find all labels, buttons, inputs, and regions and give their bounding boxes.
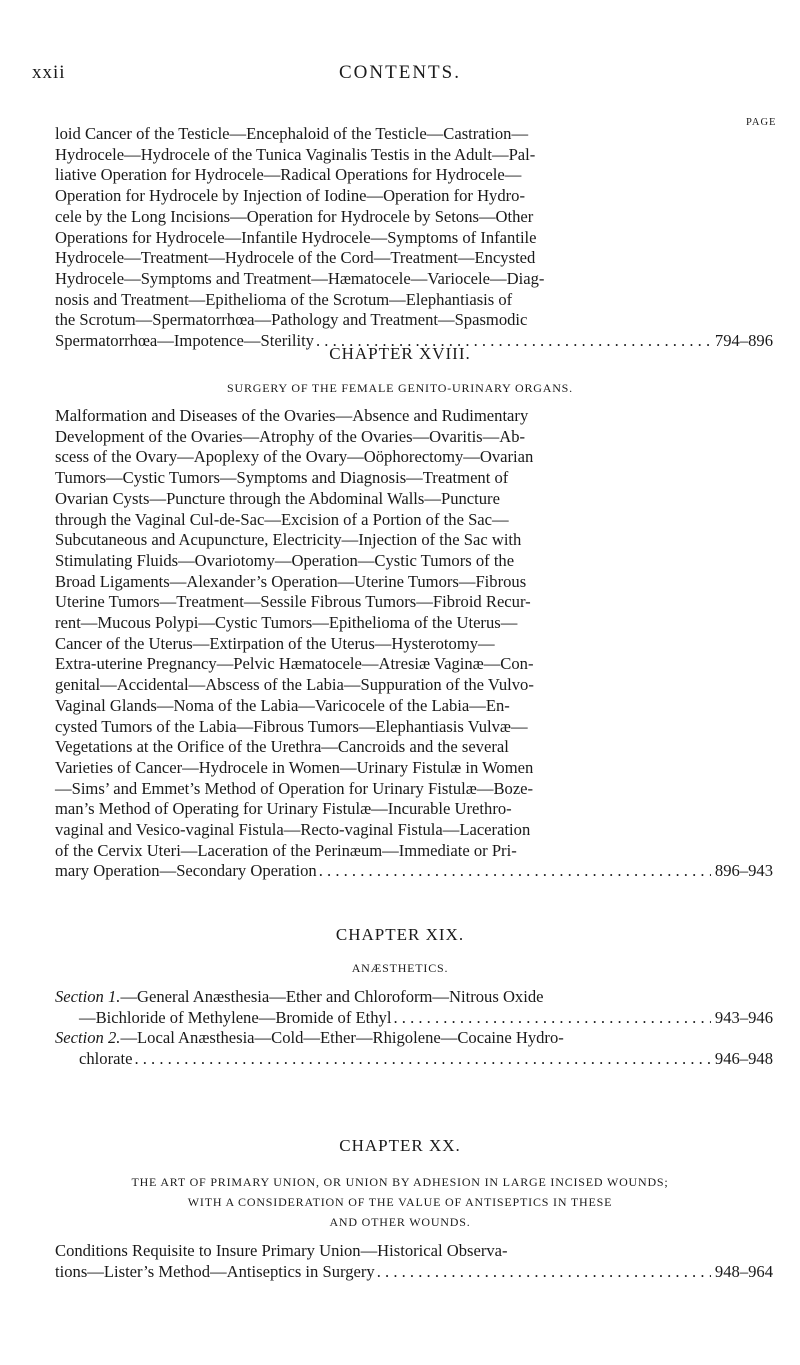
contents-line: liative Operation for Hydrocele—Radical Operations for Hydrocele—: [55, 165, 522, 185]
page-column-label: PAGE: [746, 117, 777, 128]
contents-line: Hydrocele—Treatment—Hydrocele of the Cord—Treatment—Encysted: [55, 248, 536, 268]
chapter-heading: CHAPTER XIX.: [335, 925, 465, 944]
chapter-20-contents: [55, 1241, 773, 1282]
running-title: CONTENTS.: [339, 62, 461, 83]
contents-line: loid Cancer of the Testicle—Encephaloid of the Testicle—Castration—: [55, 124, 529, 143]
chapter-subtitle: ANÆSTHETICS.: [351, 961, 449, 975]
contents-line: vaginal and Vesico-vaginal Fistula—Recto-vaginal Fistula—Laceration: [55, 820, 531, 840]
chapter-17-contents: [55, 124, 773, 352]
subtitle-line: WITH A CONSIDERATION OF THE VALUE OF ANTISEPTICS IN THESE: [187, 1195, 613, 1209]
contents-line-with-pages: [55, 1008, 773, 1029]
section-label: Section 1.: [55, 987, 121, 1006]
dot-leader: [319, 861, 711, 882]
contents-line: Vaginal Glands—Noma of the Labia—Varicocele of the Labia—En-: [55, 695, 510, 715]
section-text: —General Anæsthesia—Ether and Chloroform—Nitrous Oxide: [120, 987, 544, 1006]
contents-line-with-pages: [55, 1262, 773, 1283]
subtitle-line: AND OTHER WOUNDS.: [329, 1215, 471, 1229]
contents-line: cysted Tumors of the Labia—Fibrous Tumors—Elephantiasis Vulvæ—: [55, 716, 528, 736]
chapter-heading: CHAPTER XVIII.: [329, 344, 471, 363]
contents-line: [55, 1028, 773, 1049]
contents-line: scess of the Ovary—Apoplexy of the Ovary—Oöphorectomy—Ovarian: [55, 447, 534, 467]
contents-line: genital—Accidental—Abscess of the Labia—Suppuration of the Vulvo-: [55, 675, 534, 695]
contents-line: Spermatorrhœa—Impotence—Sterility: [55, 331, 314, 351]
contents-line: man’s Method of Operating for Urinary Fistulæ—Incurable Urethro-: [55, 799, 512, 819]
contents-line: chlorate: [79, 1049, 133, 1069]
page-range: 943–946: [714, 1007, 773, 1027]
chapter-subtitle: SURGERY OF THE FEMALE GENITO-URINARY ORGANS.: [227, 381, 573, 395]
section-text: —Local Anæsthesia—Cold—Ether—Rhigolene—Cocaine Hydro-: [120, 1028, 564, 1048]
contents-line: Extra-uterine Pregnancy—Pelvic Hæmatocele—Atresiæ Vaginæ—Con-: [55, 654, 534, 674]
contents-line: Operations for Hydrocele—Infantile Hydrocele—Symptoms of Infantile: [55, 227, 537, 247]
dot-leader: [134, 1049, 710, 1070]
contents-line: [55, 987, 773, 1008]
chapter-heading: CHAPTER XX.: [339, 1136, 461, 1155]
contents-line: Operation for Hydrocele by Injection of Iodine—Operation for Hydro-: [55, 186, 525, 206]
contents-line: Vegetations at the Orifice of the Urethra—Cancroids and the several: [55, 737, 509, 757]
dot-leader: [377, 1262, 711, 1283]
contents-line: Varieties of Cancer—Hydrocele in Women—Urinary Fistulæ in Women: [55, 757, 534, 777]
contents-line: Malformation and Diseases of the Ovaries—Absence and Rudimentary: [55, 406, 529, 425]
subtitle-line: THE ART OF PRIMARY UNION, OR UNION BY ADHESION IN LARGE INCISED WOUNDS;: [131, 1175, 669, 1189]
contents-line: Cancer of the Uterus—Extirpation of the Uterus—Hysterotomy—: [55, 633, 495, 653]
contents-line: Tumors—Cystic Tumors—Symptoms and Diagnosis—Treatment of: [55, 468, 509, 488]
contents-line: Hydrocele—Symptoms and Treatment—Hæmatocele—Variocele—Diag-: [55, 268, 545, 288]
contents-line: —Bichloride of Methylene—Bromide of Ethyl: [79, 1007, 392, 1027]
section-label: Section 2.: [55, 1028, 121, 1048]
contents-line: —Sims’ and Emmet’s Method of Operation for Urinary Fistulæ—Boze-: [55, 778, 534, 798]
page-range: 946–948: [714, 1049, 773, 1069]
contents-line: Uterine Tumors—Treatment—Sessile Fibrous Tumors—Fibroid Recur-: [55, 592, 531, 612]
contents-line: Hydrocele—Hydrocele of the Tunica Vaginalis Testis in the Adult—Pal-: [55, 144, 536, 164]
page-range: 794–896: [714, 331, 773, 351]
chapter-18-contents: [55, 406, 773, 882]
contents-line: tions—Lister’s Method—Antiseptics in Surgery: [55, 1261, 375, 1281]
contents-line: Subcutaneous and Acupuncture, Electricity—Injection of the Sac with: [55, 530, 522, 550]
contents-line: nosis and Treatment—Epithelioma of the Scrotum—Elephantiasis of: [55, 289, 513, 309]
contents-line: Conditions Requisite to Insure Primary Union—Historical Observa-: [55, 1241, 508, 1260]
page-number: xxii: [32, 62, 66, 83]
contents-line: the Scrotum—Spermatorrhœa—Pathology and Treatment—Spasmodic: [55, 310, 528, 330]
running-head: [0, 62, 800, 92]
contents-line-with-pages: [55, 861, 773, 882]
page-range: 896–943: [714, 861, 773, 881]
chapter-19-contents: [55, 987, 773, 1070]
contents-line: Development of the Ovaries—Atrophy of the Ovaries—Ovaritis—Ab-: [55, 426, 526, 446]
contents-line-with-pages: [55, 1049, 773, 1070]
chapter-subtitle: [60, 1172, 740, 1232]
contents-line: mary Operation—Secondary Operation: [55, 861, 317, 881]
contents-line: cele by the Long Incisions—Operation for Hydrocele by Setons—Other: [55, 206, 534, 226]
contents-line: Ovarian Cysts—Puncture through the Abdominal Walls—Puncture: [55, 488, 500, 508]
contents-line: rent—Mucous Polypi—Cystic Tumors—Epithelioma of the Uterus—: [55, 613, 518, 633]
contents-line: through the Vaginal Cul-de-Sac—Excision of a Portion of the Sac—: [55, 509, 509, 529]
dot-leader: [393, 1008, 710, 1029]
contents-line: Broad Ligaments—Alexander’s Operation—Uterine Tumors—Fibrous: [55, 571, 527, 591]
page-range: 948–964: [714, 1261, 773, 1281]
contents-line: Stimulating Fluids—Ovariotomy—Operation—Cystic Tumors of the: [55, 550, 515, 570]
contents-line: of the Cervix Uteri—Laceration of the Perinæum—Immediate or Pri-: [55, 840, 517, 860]
